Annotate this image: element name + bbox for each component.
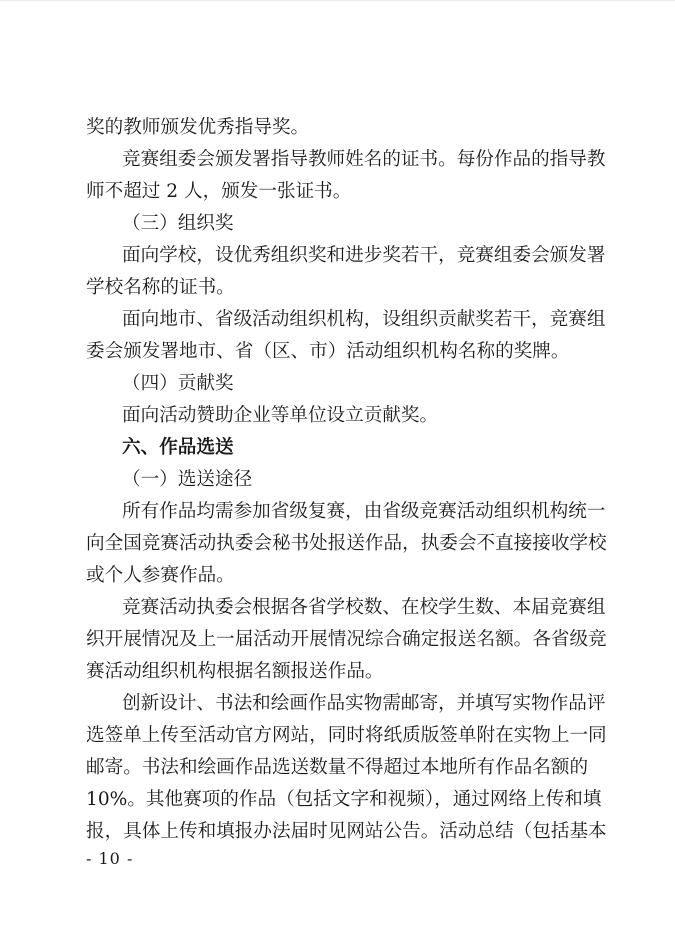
page-number: - 10 - xyxy=(86,849,134,868)
section-heading: （一）选送途径 xyxy=(122,469,253,490)
body-line: 面向学校，设优秀组织奖和进步奖若干，竞赛组委会颁发署 xyxy=(122,245,606,266)
chapter-heading: 六、作品选送 xyxy=(122,437,234,458)
body-line: 或个人参赛作品。 xyxy=(86,565,235,586)
body-line: 创新设计、书法和绘画作品实物需邮寄，并填写实物作品评 xyxy=(122,693,606,714)
body-line: 10%。其他赛项的作品（包括文字和视频），通过网络上传和填 xyxy=(86,789,602,810)
body-line: 师不超过 2 人，颁发一张证书。 xyxy=(86,181,352,202)
body-line: 面向地市、省级活动组织机构，设组织贡献奖若干，竞赛组 xyxy=(122,309,606,330)
section-heading: （三）组织奖 xyxy=(122,213,234,234)
body-line: 向全国竞赛活动执委会秘书处报送作品，执委会不直接接收学校 xyxy=(86,533,607,554)
section-heading: （四）贡献奖 xyxy=(122,373,234,394)
body-line: 学校名称的证书。 xyxy=(86,277,235,298)
body-line: 竞赛活动执委会根据各省学校数、在校学生数、本届竞赛组 xyxy=(122,597,606,618)
body-line: 选签单上传至活动官方网站，同时将纸质版签单附在实物上一同 xyxy=(86,725,607,746)
body-line: 委会颁发署地市、省（区、市）活动组织机构名称的奖牌。 xyxy=(86,341,570,362)
body-line: 织开展情况及上一届活动开展情况综合确定报送名额。各省级竞 xyxy=(86,629,607,650)
body-line: 邮寄。书法和绘画作品选送数量不得超过本地所有作品名额的 xyxy=(86,757,589,778)
page-top-edge xyxy=(0,0,675,1)
body-line: 赛活动组织机构根据名额报送作品。 xyxy=(86,661,384,682)
body-line: 奖的教师颁发优秀指导奖。 xyxy=(86,117,310,138)
body-line: 报，具体上传和填报办法届时见网站公告。活动总结（包括基本 xyxy=(86,821,607,842)
body-line: 竞赛组委会颁发署指导教师姓名的证书。每份作品的指导教 xyxy=(122,149,606,170)
body-line: 所有作品均需参加省级复赛，由省级竞赛活动组织机构统一 xyxy=(122,501,606,522)
body-line: 面向活动赞助企业等单位设立贡献奖。 xyxy=(122,405,439,426)
